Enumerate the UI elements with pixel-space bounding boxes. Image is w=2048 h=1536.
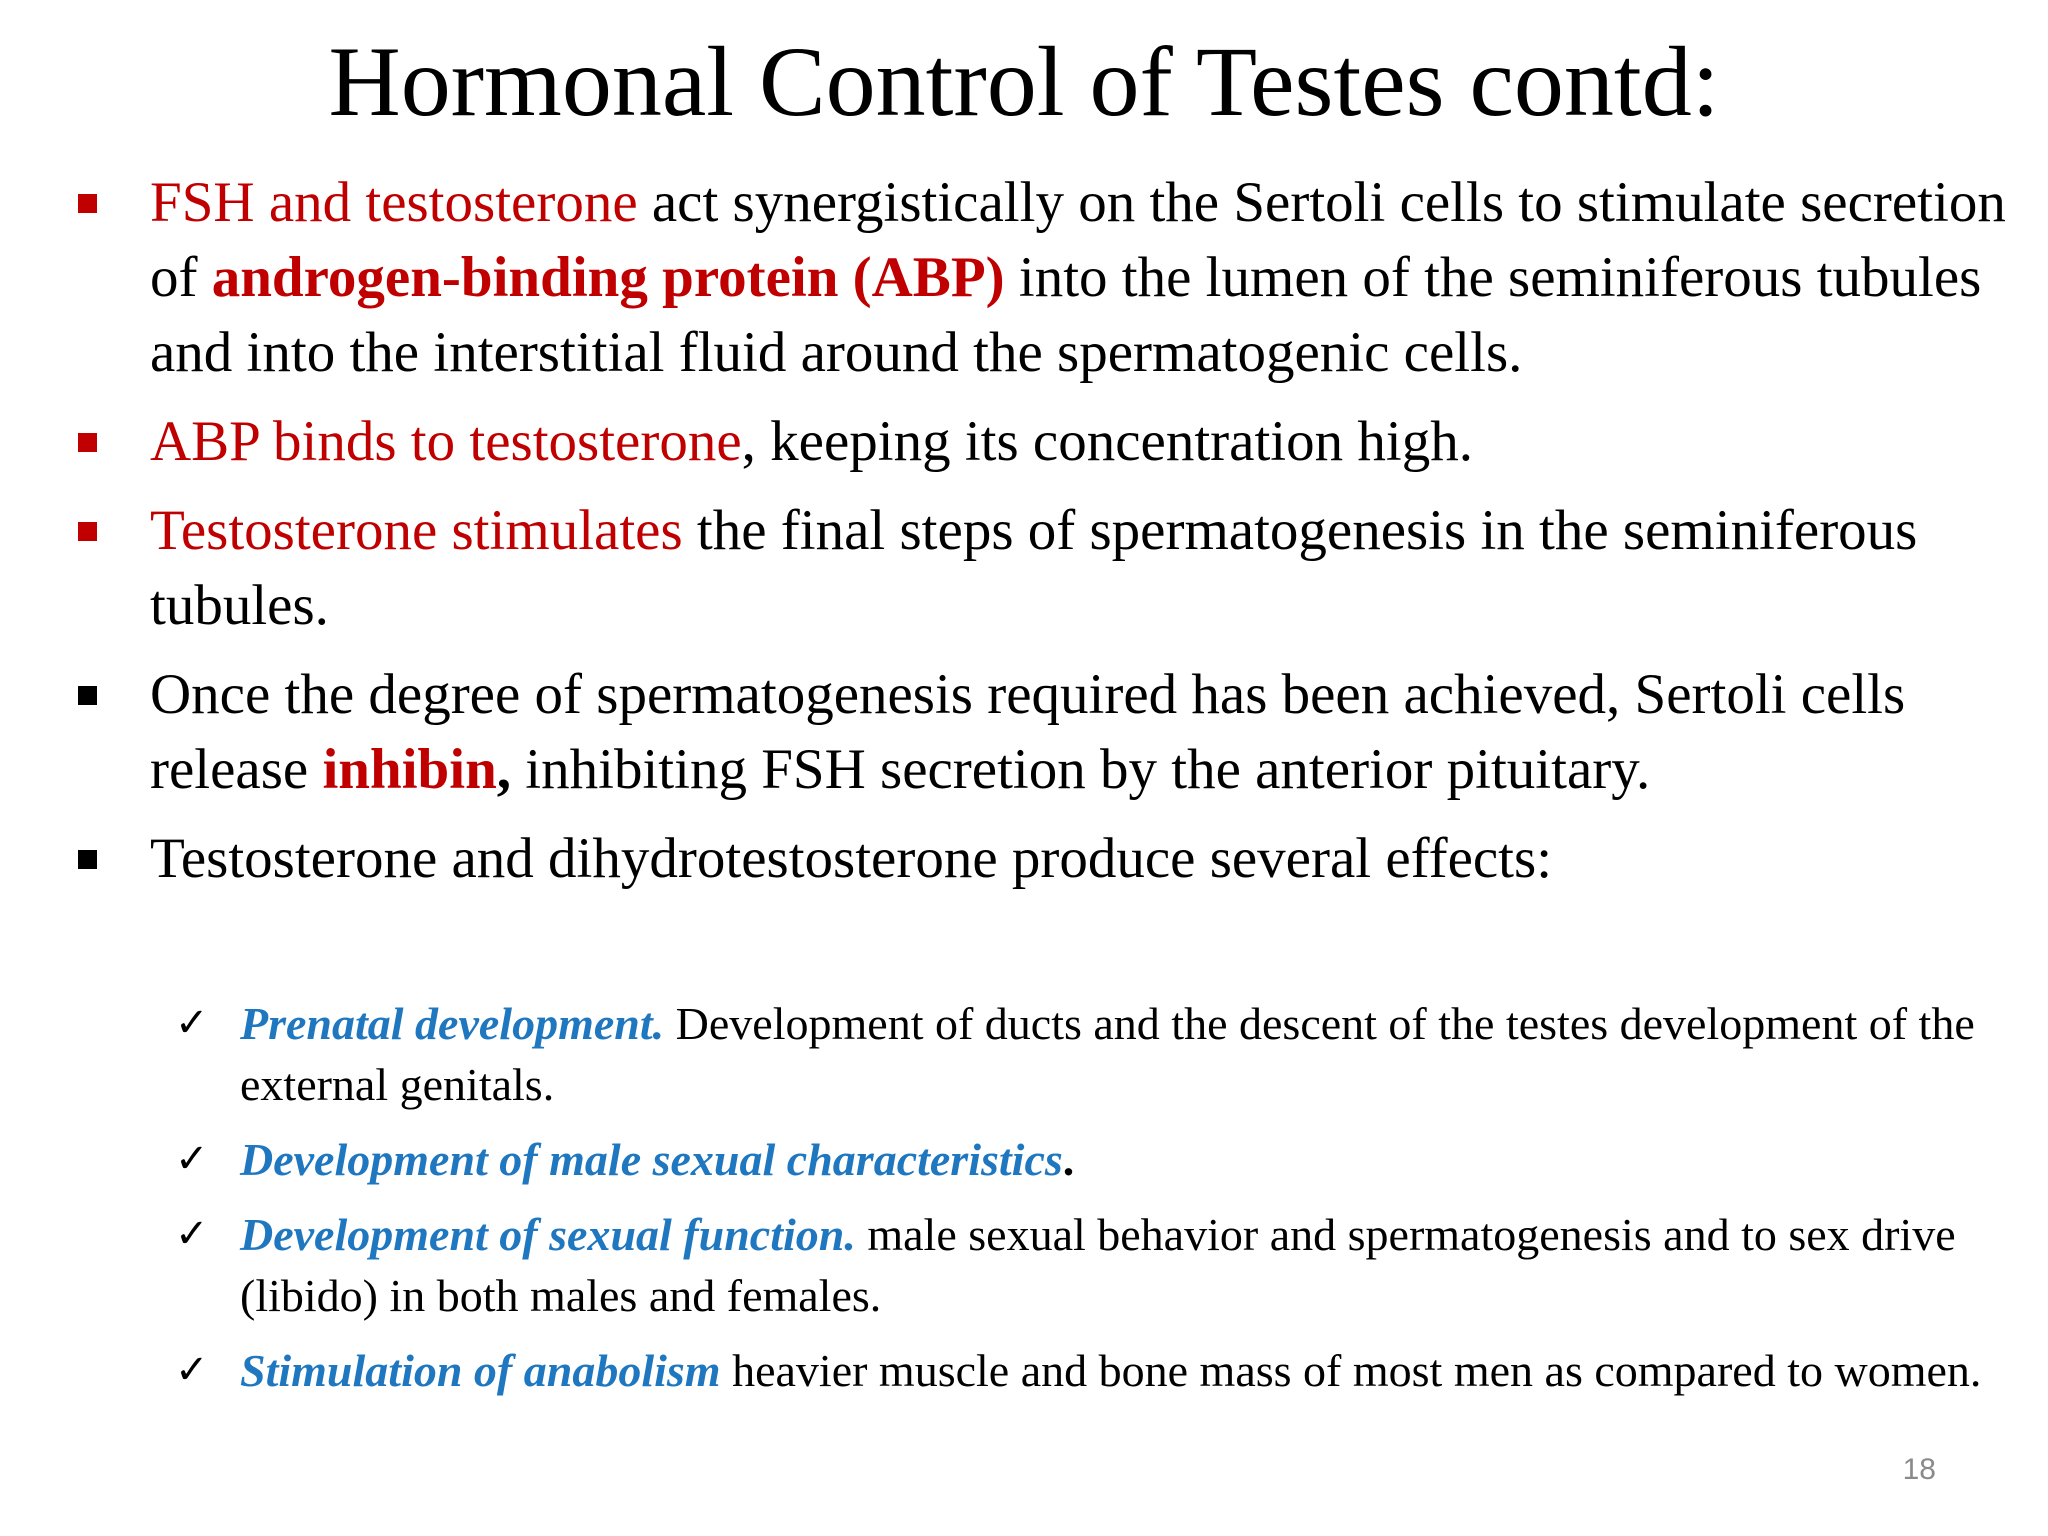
square-bullet-icon	[78, 686, 97, 705]
bullet-item-effects	[0, 821, 2048, 896]
effect-item-anabolism	[0, 1340, 2048, 1401]
checkmark-icon: ✓	[175, 1000, 209, 1046]
checkmark-icon: ✓	[175, 1347, 209, 1393]
bullet-text: act synergistically on the Sertoli cells to stimulate secretion of	[150, 171, 2006, 309]
bullet-item-abp	[0, 404, 2048, 479]
bullet-emphasis: androgen-binding protein (ABP)	[211, 246, 1005, 309]
bullet-text: , keeping its concentration high.	[741, 410, 1473, 473]
bullet-list	[0, 165, 2048, 910]
bullet-item-testosterone	[0, 493, 2048, 643]
bullet-text: inhibiting FSH secretion by the anterior pituitary.	[511, 738, 1651, 801]
slide-title: Hormonal Control of Testes contd:	[328, 26, 1720, 137]
effect-text: male sexual behavior and spermatogenesis and to sex drive (libido) in both males and females.	[240, 1209, 1956, 1321]
bullet-item-inhibin	[0, 657, 2048, 807]
bullet-highlight: ABP binds to testosterone	[150, 410, 742, 473]
bullet-highlight: FSH and testosterone	[150, 171, 638, 234]
square-bullet-icon	[78, 850, 97, 869]
bullet-text: into the lumen of the seminiferous tubules and into the interstitial fluid around the spermatogenic cells.	[150, 246, 1982, 384]
effect-label: Development of sexual function.	[240, 1209, 856, 1260]
checkmark-icon: ✓	[175, 1136, 209, 1182]
square-bullet-icon	[78, 522, 97, 541]
effect-label: Stimulation of anabolism	[240, 1345, 721, 1396]
effect-item-prenatal	[0, 993, 2048, 1115]
square-bullet-icon	[78, 433, 97, 452]
bullet-highlight: Testosterone stimulates	[150, 499, 683, 562]
checkmark-icon: ✓	[175, 1211, 209, 1257]
bullet-comma: ,	[496, 738, 512, 801]
effects-list	[0, 993, 2048, 1415]
page-number: 18	[1902, 1453, 1936, 1486]
effect-item-sexual-function	[0, 1204, 2048, 1326]
effect-label: Prenatal development.	[240, 998, 665, 1049]
effect-text: Development of ducts and the descent of the testes development of the external genitals.	[240, 998, 1975, 1110]
square-bullet-icon	[78, 194, 97, 213]
effect-label: Development of male sexual characteristics	[240, 1134, 1063, 1185]
bullet-item-fsh	[0, 165, 2048, 390]
effect-text: heavier muscle and bone mass of most men as compared to women.	[720, 1345, 1982, 1396]
bullet-text: the final steps of spermatogenesis in the seminiferous tubules.	[150, 499, 1918, 637]
effect-item-characteristics	[0, 1129, 2048, 1190]
effect-suffix: .	[1062, 1134, 1075, 1185]
bullet-text: Once the degree of spermatogenesis required has been achieved, Sertoli cells release	[150, 663, 1906, 801]
bullet-text: Testosterone and dihydrotestosterone produce several effects:	[150, 827, 1553, 890]
bullet-emphasis: inhibin	[322, 738, 497, 801]
